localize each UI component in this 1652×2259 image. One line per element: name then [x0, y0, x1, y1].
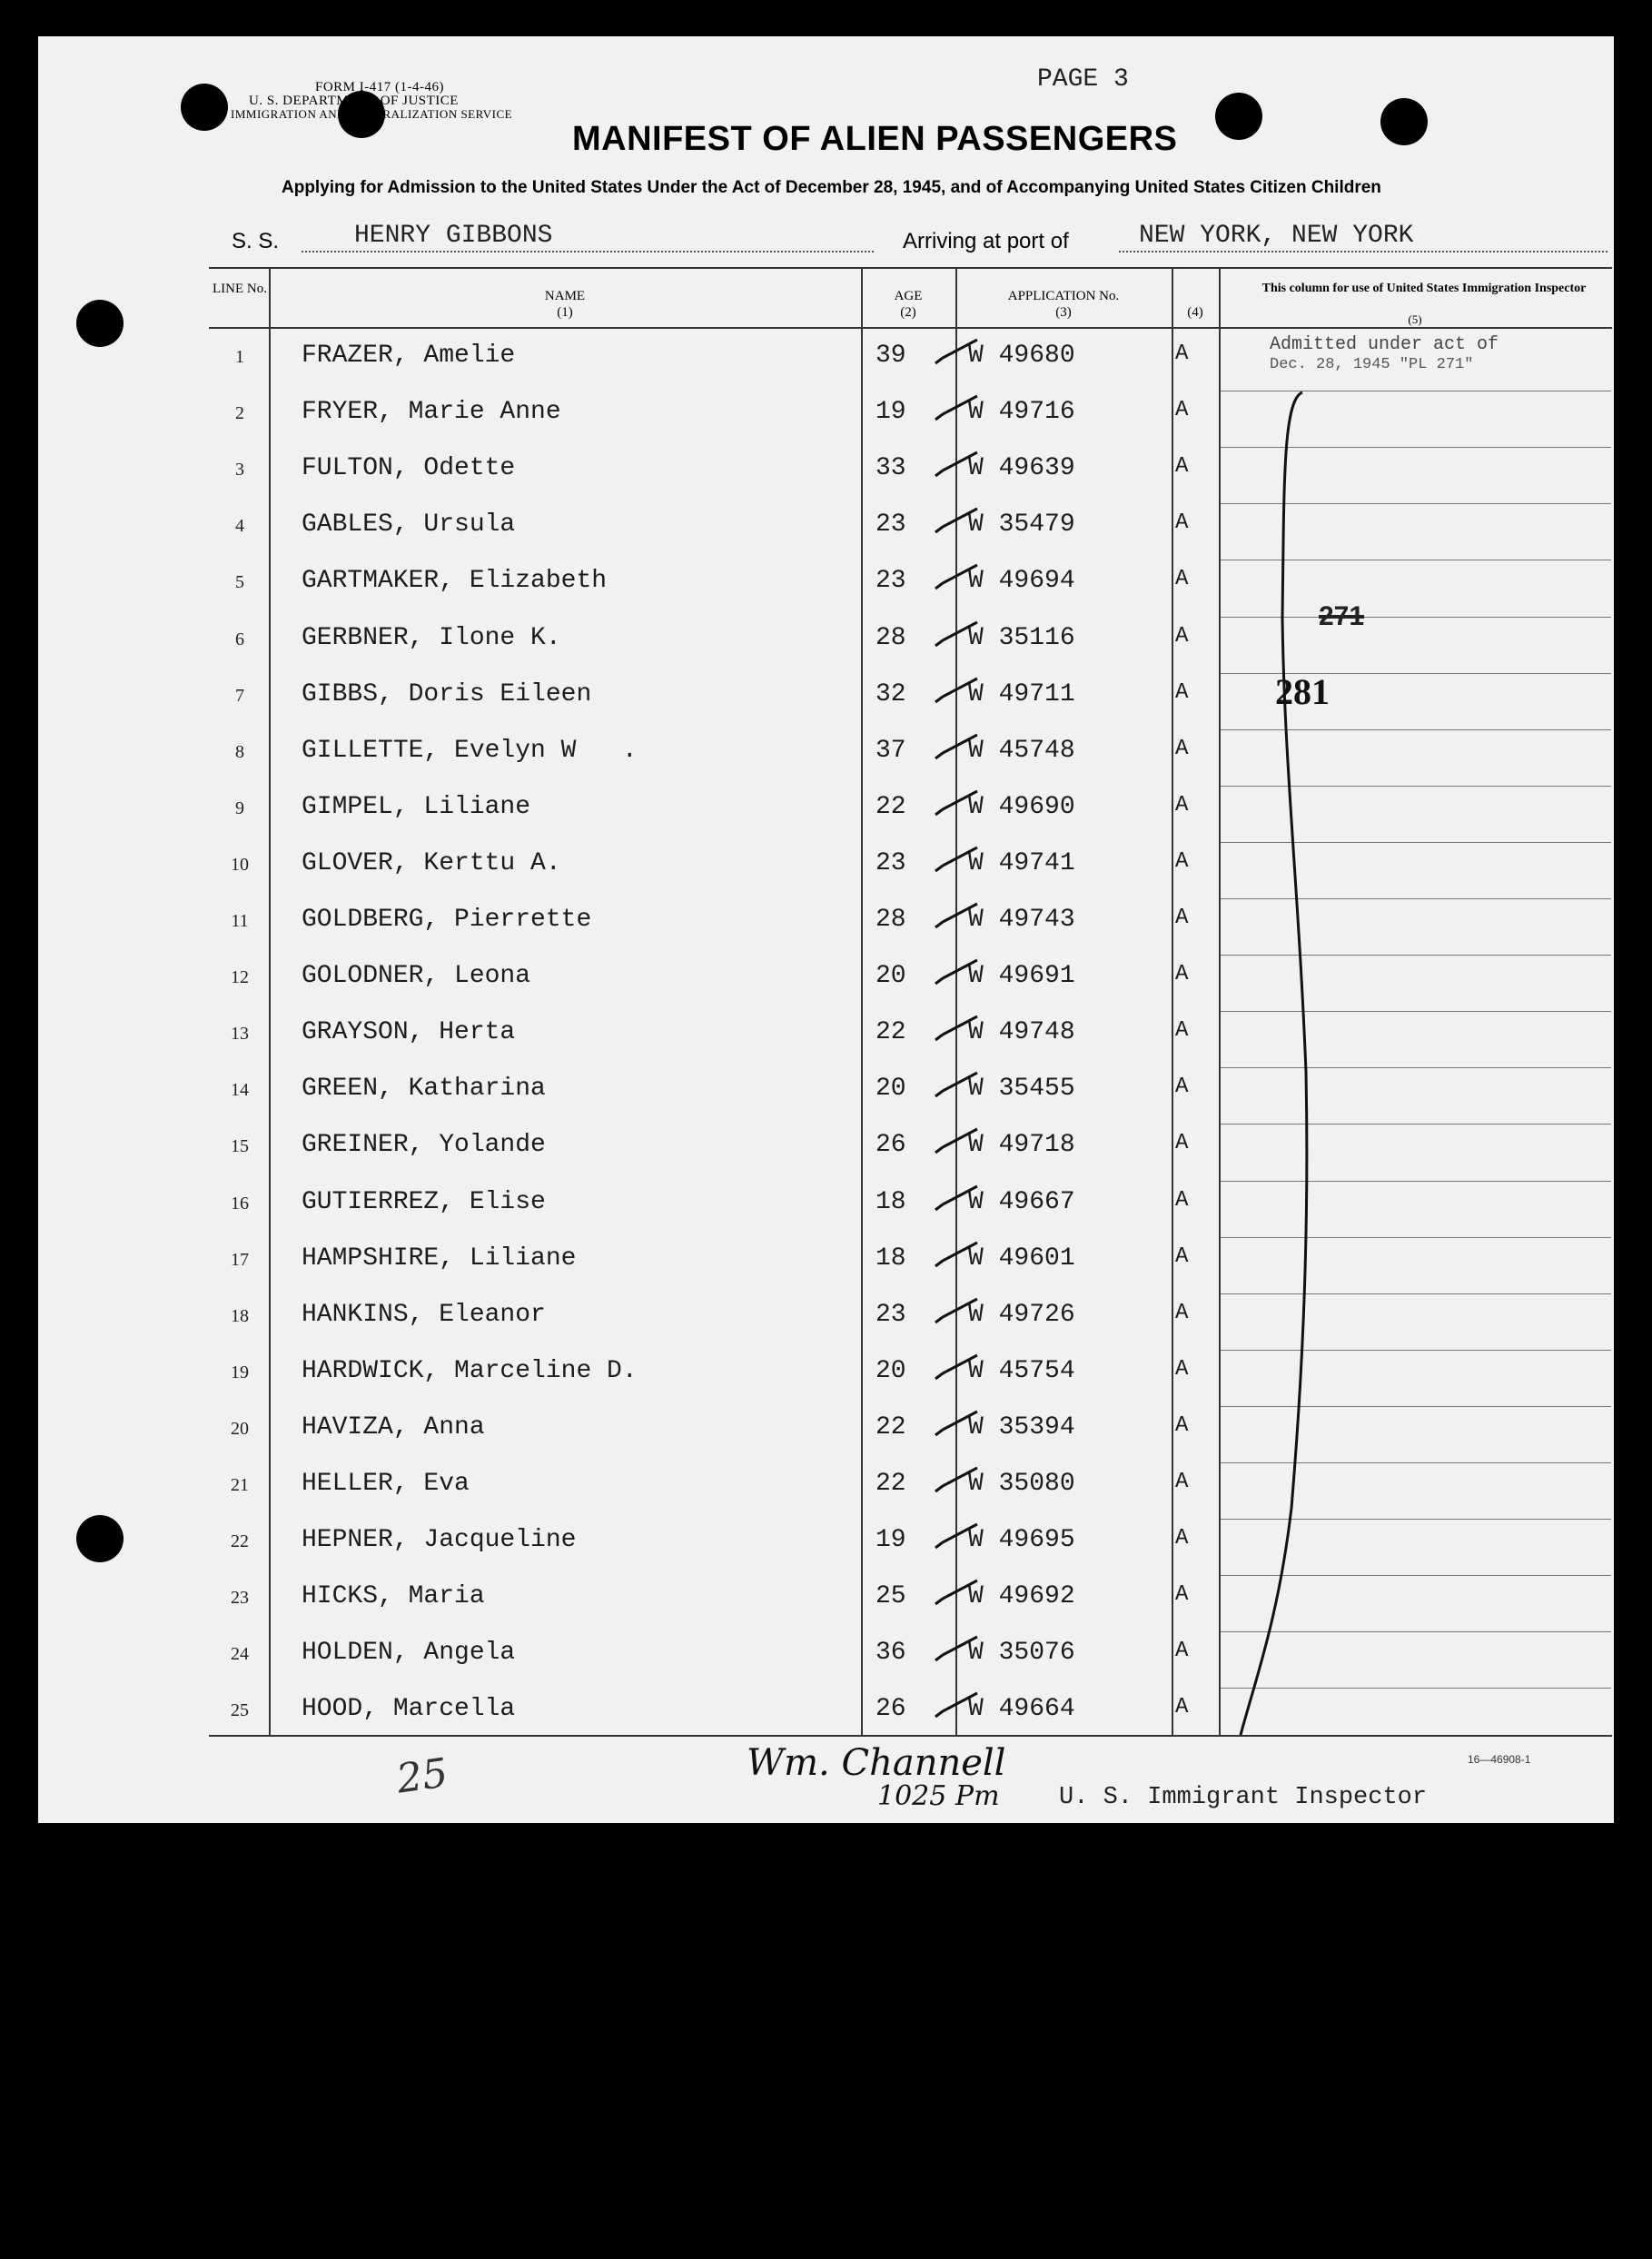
row-name: HAMPSHIRE, Liliane	[302, 1243, 577, 1273]
ship-name: HENRY GIBBONS	[354, 222, 553, 250]
row-line-number: 18	[231, 1305, 249, 1326]
col-header-line: LINE No.	[213, 282, 267, 296]
row-age: 20	[875, 962, 906, 991]
row-age: 20	[875, 1075, 906, 1104]
col-header-inspector-num: (5)	[1408, 312, 1422, 326]
check-mark-icon	[930, 1688, 984, 1733]
row-col4: A	[1175, 1018, 1189, 1044]
row-line-number: 12	[231, 967, 249, 988]
col-divider	[269, 267, 271, 1735]
col-header-application-num: (3)	[1055, 305, 1072, 320]
table-bottom-border	[209, 1735, 1612, 1737]
check-mark-icon	[930, 1067, 984, 1113]
admitted-stamp-line1: Admitted under act of	[1270, 334, 1499, 355]
row-application: W 49692	[968, 1582, 1075, 1611]
check-mark-icon	[930, 898, 984, 944]
row-application: W 49639	[968, 454, 1075, 483]
row-application: W 49690	[968, 792, 1075, 821]
row-name: HICKS, Maria	[302, 1582, 485, 1611]
row-col4: A	[1175, 1582, 1189, 1608]
row-col4: A	[1175, 454, 1189, 480]
row-application: W 49691	[968, 962, 1075, 991]
row-application: W 49695	[968, 1526, 1075, 1555]
row-application: W 35394	[968, 1412, 1075, 1442]
row-line-number: 1	[235, 347, 244, 367]
department: U. S. DEPARTMENT OF JUSTICE	[249, 94, 459, 108]
check-mark-icon	[930, 786, 984, 831]
check-mark-icon	[930, 1631, 984, 1677]
col-divider	[861, 267, 863, 1735]
row-age: 22	[875, 1412, 906, 1442]
row-application: W 49711	[968, 679, 1075, 708]
check-mark-icon	[930, 1575, 984, 1620]
row-age: 19	[875, 398, 906, 427]
row-name: GABLES, Ursula	[302, 510, 516, 540]
row-application: W 35479	[968, 510, 1075, 540]
table-top-border	[209, 267, 1612, 269]
check-mark-icon	[930, 1293, 984, 1339]
row-age: 20	[875, 1356, 906, 1385]
row-application: W 35116	[968, 623, 1075, 652]
row-age: 22	[875, 1470, 906, 1498]
row-line-number: 24	[231, 1644, 249, 1665]
manifest-page	[38, 36, 1614, 1823]
row-col4: A	[1175, 567, 1189, 592]
row-name: GUTIERREZ, Elise	[302, 1187, 546, 1216]
service: IMMIGRATION AND NATURALIZATION SERVICE	[231, 107, 513, 121]
check-mark-icon	[930, 729, 984, 775]
row-line-number: 3	[235, 460, 244, 481]
row-application: W 49726	[968, 1300, 1075, 1329]
row-application: W 45754	[968, 1356, 1075, 1385]
row-application: W 49743	[968, 906, 1075, 934]
row-col4: A	[1175, 1695, 1189, 1720]
check-mark-icon	[930, 1181, 984, 1226]
row-age: 18	[875, 1243, 906, 1273]
row-age: 32	[875, 679, 906, 708]
inspector-number: 281	[1275, 671, 1330, 712]
row-col4: A	[1175, 736, 1189, 761]
row-name: GARTMAKER, Elizabeth	[302, 567, 608, 596]
check-mark-icon	[930, 955, 984, 1000]
ditto-line	[1219, 381, 1328, 1744]
row-age: 28	[875, 906, 906, 934]
row-age: 23	[875, 567, 906, 596]
page-number: PAGE 3	[1037, 65, 1129, 94]
row-line-number: 16	[231, 1193, 249, 1214]
inspector-signature: Wm. Channell	[747, 1742, 1006, 1784]
row-line-number: 22	[231, 1531, 249, 1552]
row-line-number: 5	[235, 572, 244, 593]
row-col4: A	[1175, 1412, 1189, 1438]
row-col4: A	[1175, 1187, 1189, 1213]
row-application: W 45748	[968, 736, 1075, 765]
form-title: MANIFEST OF ALIEN PASSENGERS	[572, 120, 1178, 158]
table-header-border	[209, 327, 1612, 329]
row-age: 22	[875, 1018, 906, 1047]
row-age: 33	[875, 454, 906, 483]
row-age: 28	[875, 623, 906, 652]
ship-underline	[302, 251, 874, 253]
port-label: Arriving at port of	[903, 229, 1069, 253]
row-application: W 49680	[968, 342, 1075, 370]
row-name: GREEN, Katharina	[302, 1075, 546, 1104]
row-col4: A	[1175, 623, 1189, 649]
check-mark-icon	[930, 1237, 984, 1283]
row-name: GERBNER, Ilone K.	[302, 623, 561, 652]
row-name: GIBBS, Doris Eileen	[302, 679, 592, 708]
col-header-age: AGE	[894, 289, 923, 303]
row-col4: A	[1175, 1356, 1189, 1382]
row-col4: A	[1175, 906, 1189, 930]
row-application: W 35455	[968, 1075, 1075, 1104]
row-col4: A	[1175, 1639, 1189, 1664]
row-col4: A	[1175, 679, 1189, 705]
row-line-number: 6	[235, 629, 244, 649]
row-age: 37	[875, 736, 906, 765]
row-age: 39	[875, 342, 906, 370]
row-line-number: 9	[235, 798, 244, 818]
row-name: HARDWICK, Marceline D.	[302, 1356, 638, 1385]
check-mark-icon	[930, 1406, 984, 1452]
row-line-number: 14	[231, 1080, 249, 1101]
row-application: W 49716	[968, 398, 1075, 427]
row-line-number: 19	[231, 1362, 249, 1382]
row-name: GRAYSON, Herta	[302, 1018, 516, 1047]
row-age: 19	[875, 1526, 906, 1555]
row-application: W 49748	[968, 1018, 1075, 1047]
row-line-number: 21	[231, 1475, 249, 1495]
check-mark-icon	[930, 617, 984, 662]
row-name: GIMPEL, Liliane	[302, 792, 531, 821]
row-col4: A	[1175, 1243, 1189, 1269]
row-name: GOLODNER, Leona	[302, 962, 531, 991]
row-name: FRYER, Marie Anne	[302, 398, 561, 427]
punch-hole	[1215, 93, 1262, 140]
form-id: FORM I-417 (1-4-46)	[315, 80, 444, 94]
row-name: HEPNER, Jacqueline	[302, 1526, 577, 1555]
punch-hole	[1380, 98, 1428, 145]
row-line-number: 10	[231, 854, 249, 875]
row-name: HOOD, Marcella	[302, 1695, 516, 1724]
row-age: 26	[875, 1695, 906, 1724]
check-mark-icon	[930, 447, 984, 492]
row-line-number: 25	[231, 1700, 249, 1721]
row-name: FRAZER, Amelie	[302, 342, 516, 370]
row-name: HELLER, Eva	[302, 1470, 470, 1498]
row-name: HAVIZA, Anna	[302, 1412, 485, 1442]
row-col4: A	[1175, 398, 1189, 423]
check-mark-icon	[930, 560, 984, 605]
row-age: 22	[875, 792, 906, 821]
row-application: W 49664	[968, 1695, 1075, 1724]
row-application: W 49667	[968, 1187, 1075, 1216]
col-divider	[1172, 267, 1173, 1735]
row-name: FULTON, Odette	[302, 454, 516, 483]
admitted-stamp-line2: Dec. 28, 1945 "PL 271"	[1270, 356, 1474, 373]
col-header-name-num: (1)	[557, 305, 573, 320]
check-mark-icon	[930, 1519, 984, 1564]
row-line-number: 4	[235, 516, 244, 537]
row-line-number: 23	[231, 1588, 249, 1609]
punch-hole	[76, 300, 124, 347]
row-age: 36	[875, 1639, 906, 1668]
row-name: GOLDBERG, Pierrette	[302, 906, 592, 934]
row-age: 18	[875, 1187, 906, 1216]
print-code: 16—46908-1	[1468, 1753, 1531, 1766]
passenger-count: 25	[393, 1749, 451, 1803]
row-age: 23	[875, 848, 906, 877]
check-mark-icon	[930, 673, 984, 718]
row-age: 23	[875, 510, 906, 540]
crossed-number: 271	[1319, 601, 1365, 631]
row-col4: A	[1175, 1526, 1189, 1551]
row-col4: A	[1175, 342, 1189, 366]
check-mark-icon	[930, 842, 984, 887]
row-name: GLOVER, Kerttu A.	[302, 848, 561, 877]
row-col4: A	[1175, 1300, 1189, 1325]
row-age: 25	[875, 1582, 906, 1611]
check-mark-icon	[930, 1462, 984, 1508]
row-col4: A	[1175, 792, 1189, 817]
punch-hole	[76, 1515, 124, 1562]
signature-time: 1025 Pm	[877, 1780, 1000, 1812]
row-line-number: 8	[235, 741, 244, 762]
row-application: W 49694	[968, 567, 1075, 596]
check-mark-icon	[930, 1350, 984, 1395]
col-header-application: APPLICATION No.	[1007, 289, 1120, 303]
row-col4: A	[1175, 1075, 1189, 1100]
row-line-number: 11	[231, 911, 249, 931]
col-header-4: (4)	[1187, 305, 1203, 320]
check-mark-icon	[930, 334, 984, 380]
row-name: HOLDEN, Angela	[302, 1639, 516, 1668]
row-application: W 35076	[968, 1639, 1075, 1668]
row-col4: A	[1175, 848, 1189, 874]
row-line-number: 20	[231, 1418, 249, 1439]
row-line-number: 2	[235, 403, 244, 424]
col-header-age-num: (2)	[900, 305, 916, 320]
check-mark-icon	[930, 503, 984, 549]
row-col4: A	[1175, 1131, 1189, 1156]
row-col4: A	[1175, 962, 1189, 987]
form-subtitle: Applying for Admission to the United States Under the Act of December 28, 1945, and of Accompanying United States Citizen Children	[282, 178, 1381, 197]
port-underline	[1119, 251, 1607, 253]
punch-hole	[181, 84, 228, 131]
check-mark-icon	[930, 391, 984, 436]
row-name: GREINER, Yolande	[302, 1131, 546, 1160]
row-line-number: 13	[231, 1024, 249, 1045]
row-col4: A	[1175, 510, 1189, 536]
row-application: W 35080	[968, 1470, 1075, 1498]
row-name: HANKINS, Eleanor	[302, 1300, 546, 1329]
check-mark-icon	[930, 1124, 984, 1169]
row-age: 26	[875, 1131, 906, 1160]
ship-label: S. S.	[232, 229, 280, 253]
row-line-number: 7	[235, 685, 244, 706]
row-age: 23	[875, 1300, 906, 1329]
col-header-name: NAME	[544, 289, 586, 303]
port-name: NEW YORK, NEW YORK	[1139, 222, 1414, 250]
row-application: W 49741	[968, 848, 1075, 877]
check-mark-icon	[930, 1011, 984, 1056]
col-header-inspector: This column for use of United States Immigration Inspector	[1261, 282, 1587, 295]
row-col4: A	[1175, 1470, 1189, 1494]
row-application: W 49601	[968, 1243, 1075, 1273]
inspector-title: U. S. Immigrant Inspector	[1059, 1784, 1428, 1811]
row-application: W 49718	[968, 1131, 1075, 1160]
row-line-number: 17	[231, 1249, 249, 1270]
row-line-number: 15	[231, 1136, 249, 1157]
row-name: GILLETTE, Evelyn W .	[302, 736, 638, 765]
